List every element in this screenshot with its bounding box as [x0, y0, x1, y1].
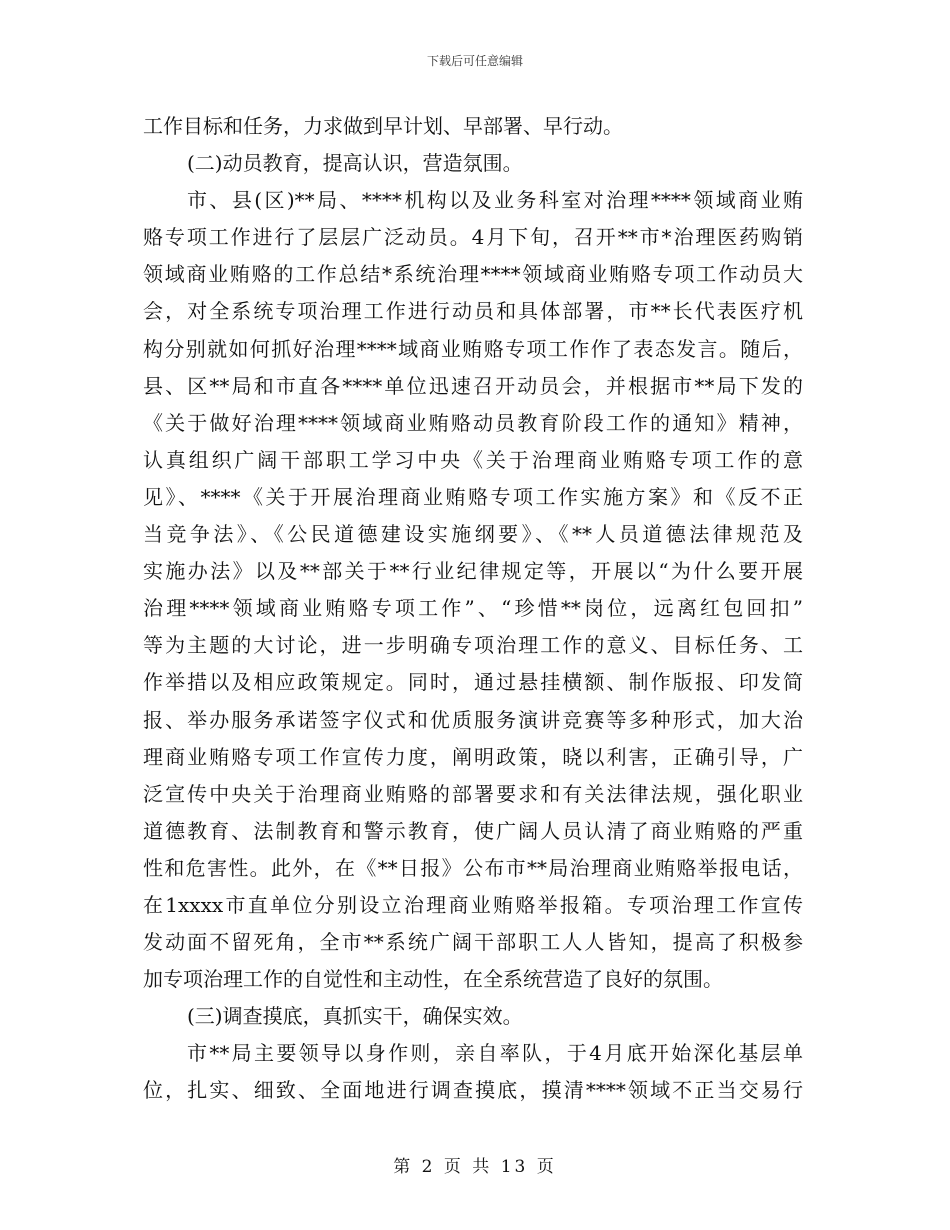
text-line: 市、县(区)**局、****机构以及业务科室对治理****领域商业贿 [187, 188, 803, 213]
text-line: 道德教育、法制教育和警示教育，使广阔人员认清了商业贿赂的严重 [143, 818, 803, 843]
text-line: 会，对全系统专项治理工作进行动员和具体部署，市**长代表医疗机 [143, 299, 803, 324]
text-line: 构分别就如何抓好治理****域商业贿赂专项工作作了表态发言。随后， [143, 336, 803, 361]
text-line: 当竞争法》、《公民道德建设实施纲要》、《**人员道德法律规范及 [143, 522, 803, 547]
text-line: 见》、****《关于开展治理商业贿赂专项工作实施方案》和《反不正 [143, 484, 803, 509]
text-line: 加专项治理工作的自觉性和主动性，在全系统营造了良好的氛围。 [143, 967, 723, 992]
text-line: 等为主题的大讨论，进一步明确专项治理工作的意义、目标任务、工 [143, 633, 803, 658]
text-line: 《关于做好治理****领域商业贿赂动员教育阶段工作的通知》精神， [143, 410, 803, 435]
text-line: 在1xxxx市直单位分别设立治理商业贿赂举报箱。专项治理工作宣传 [143, 892, 803, 917]
text-line: 报、举办服务承诺签字仪式和优质服务演讲竞赛等多种形式，加大治 [143, 707, 803, 732]
text-line: 泛宣传中央关于治理商业贿赂的部署要求和有关法律法规，强化职业 [143, 781, 803, 806]
text-line: (三)调查摸底，真抓实干，确保实效。 [187, 1004, 523, 1029]
text-line: 作举措以及相应政策规定。同时，通过悬挂横额、制作版报、印发简 [143, 670, 803, 695]
page-footer: 第 2 页 共 13 页 [393, 1157, 557, 1177]
text-line: 发动面不留死角，全市**系统广阔干部职工人人皆知，提高了积极参 [143, 930, 803, 955]
text-line: 市**局主要领导以身作则，亲自率队，于4月底开始深化基层单 [187, 1041, 803, 1066]
page-header-note: 下载后可任意编辑 [426, 54, 523, 68]
text-line: 县、区**局和市直各****单位迅速召开动员会，并根据市**局下发的 [143, 373, 803, 398]
text-line: 位，扎实、细致、全面地进行调查摸底，摸清****领域不正当交易行 [143, 1078, 803, 1103]
text-line: 理商业贿赂专项工作宣传力度，阐明政策，晓以利害，正确引导，广 [143, 744, 803, 769]
text-line: 治理****领域商业贿赂专项工作”、“珍惜**岗位，远离红包回扣” [143, 596, 803, 621]
text-line: 工作目标和任务，力求做到早计划、早部署、早行动。 [143, 114, 623, 138]
text-line: 性和危害性。此外，在《**日报》公布市**局治理商业贿赂举报电话， [143, 855, 803, 880]
text-line: 实施办法》以及**部关于**行业纪律规定等，开展以“为什么要开展 [143, 559, 803, 584]
text-line: 赂专项工作进行了层层广泛动员。4月下旬，召开**市*治理医药购销 [143, 225, 803, 250]
text-line: 认真组织广阔干部职工学习中央《关于治理商业贿赂专项工作的意 [143, 447, 803, 472]
text-line: 领域商业贿赂的工作总结*系统治理****领域商业贿赂专项工作动员大 [143, 262, 803, 287]
document-body [143, 108, 803, 1110]
text-line: (二)动员教育，提高认识，营造氛围。 [187, 151, 523, 176]
